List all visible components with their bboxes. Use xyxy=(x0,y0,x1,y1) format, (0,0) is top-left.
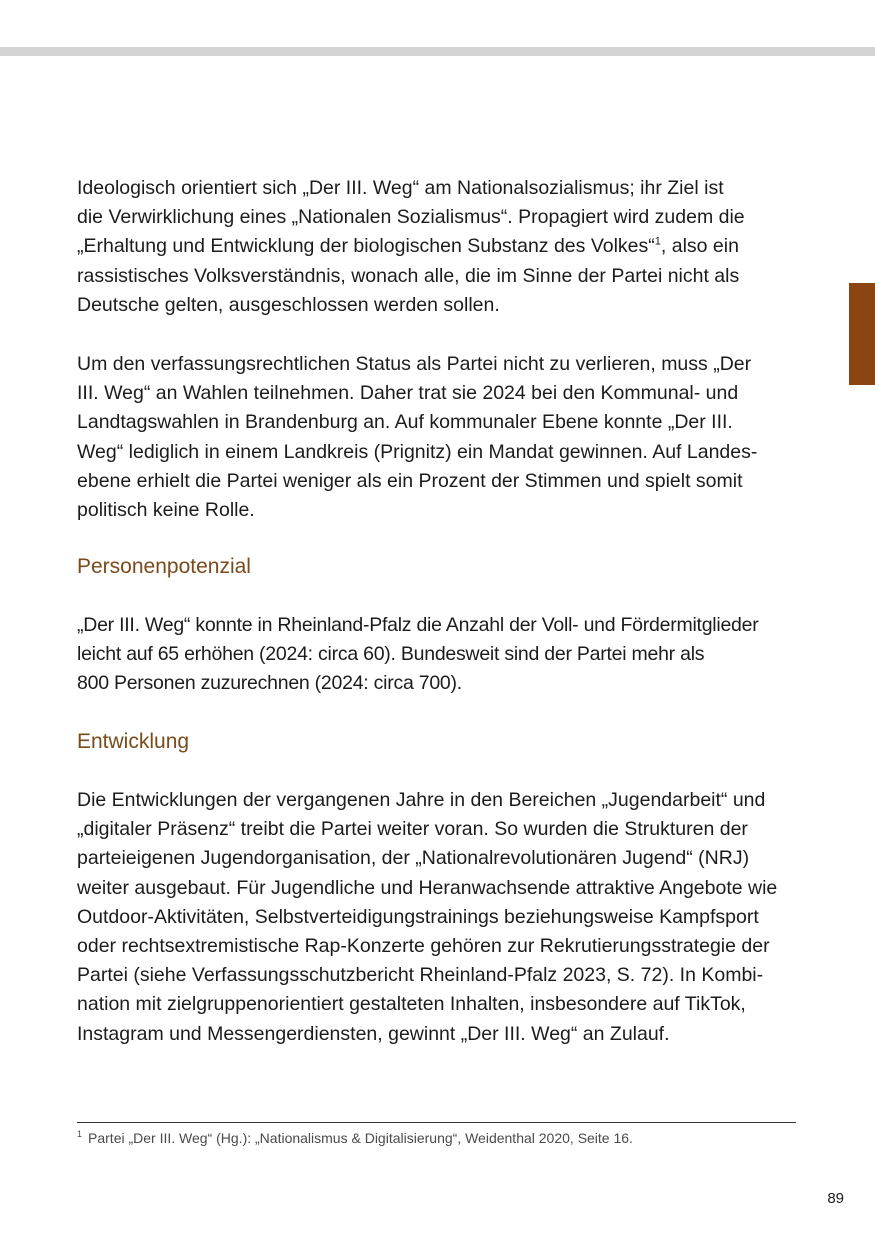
footnote-divider xyxy=(77,1122,796,1123)
paragraph-membership: „Der III. Weg“ konnte in Rheinland-Pfalz die Anzahl der Voll- und Fördermitglieder leicht auf 65 erhöhen (2024: circa 60). Bundesweit sind der Partei mehr als 800 Personen zuzurechnen (2024: circa 700). xyxy=(77,614,759,695)
paragraph-ideology-text-b: , also ein rassistisches Volksverständnis, wonach alle, die im Sinne der Partei nicht als Deutsche gelten, ausgeschlossen werden sollen. xyxy=(77,235,740,316)
heading-entwicklung: Entwicklung xyxy=(77,730,190,753)
heading-personenpotenzial: Personenpotenzial xyxy=(77,555,251,578)
footnote-mark: 1 xyxy=(77,1129,83,1140)
paragraph-ideology xyxy=(77,174,797,320)
footnote xyxy=(77,1129,797,1147)
paragraph-ideology-text-a: Ideologisch orientiert sich „Der III. Weg“ am Nationalsozialismus; ihr Ziel ist die Verwirklichung eines „Nationalen Sozialismus“. Propagiert wird zudem die „Erhaltung und Entwicklung der biologischen Substanz des Volkes“ xyxy=(77,177,745,258)
page-number: 89 xyxy=(827,1190,844,1207)
footnote-reference[interactable]: 1 xyxy=(654,235,661,248)
paragraph-development: Die Entwicklungen der vergangenen Jahre in den Bereichen „Jugendarbeit“ und „digitaler Präsenz“ treibt die Partei weiter voran. So wurden die Strukturen der parteieigenen Jugendorganisation, der „Nationalrevolutionären Jugend“ (NRJ) weiter ausgebaut. Für Jugendliche und Heranwachsende attraktive Angebote wie Outdoor-Aktivitäten, Selbstverteidigungstrainings beziehungsweise Kampfsport oder rechtsextremistische Rap-Konzerte gehören zur Rekrutierungsstrategie der Partei (siehe Verfassungsschutzbericht Rheinland-Pfalz 2023, S. 72). In Kombi- nation mit zielgruppenorientiert gestalteten Inhalten, insbesondere auf TikTok, Instagram und Messengerdiensten, gewinnt „Der III. Weg“ an Zulauf. xyxy=(77,789,778,1045)
chapter-side-tab xyxy=(849,283,875,385)
top-rule xyxy=(0,47,875,56)
paragraph-elections: Um den verfassungsrechtlichen Status als Partei nicht zu verlieren, muss „Der III. Weg“ an Wahlen teilnehmen. Daher trat sie 2024 bei den Kommunal- und Landtagswahlen in Brandenburg an. Auf kommunaler Ebene konnte „Der III. Weg“ lediglich in einem Landkreis (Prignitz) ein Mandat gewinnen. Auf Landes- ebene erhielt die Partei weniger als ein Prozent der Stimmen und spielt somit politisch keine Rolle. xyxy=(77,353,758,522)
footnote-text: Partei „Der III. Weg“ (Hg.): „Nationalismus & Digitalisierung“, Weidenthal 2020, Seite 16. xyxy=(88,1130,633,1146)
